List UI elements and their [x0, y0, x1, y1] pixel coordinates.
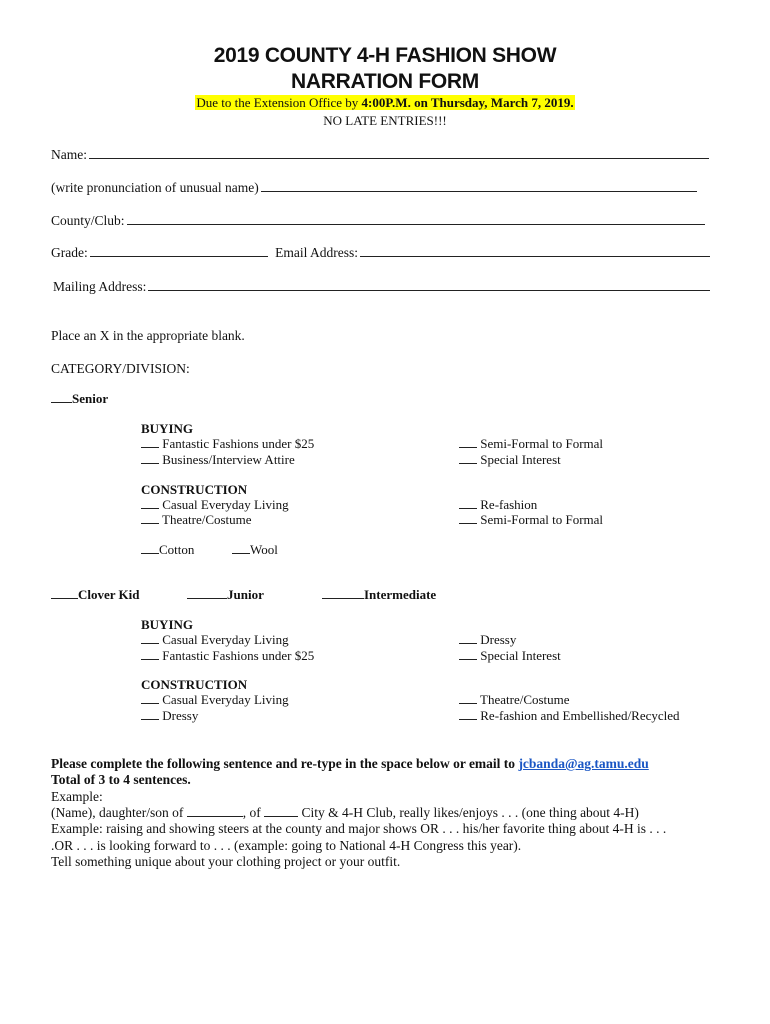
senior-buying-item: Business/Interview Attire	[141, 452, 295, 468]
fabric-cotton: Cotton	[141, 542, 194, 558]
younger-buying-heading: BUYING	[141, 617, 194, 632]
pronunciation-field[interactable]	[261, 180, 697, 192]
senior-construction-item: Re-fashion	[459, 497, 537, 513]
place-x-instruction: Place an X in the appropriate blank.	[51, 328, 245, 343]
senior-construction-heading: CONSTRUCTION	[141, 482, 248, 497]
checkbox-blank[interactable]	[459, 649, 477, 660]
younger-buying-item: Dressy	[459, 632, 516, 648]
checkbox-blank[interactable]	[459, 693, 477, 704]
name-field[interactable]	[89, 147, 709, 159]
email-field[interactable]	[360, 245, 710, 257]
checkbox-blank[interactable]	[141, 437, 159, 448]
due-prefix: Due to the Extension Office by	[196, 95, 362, 110]
name-row	[51, 147, 709, 163]
complete-sentence-instruction	[51, 756, 649, 772]
example-line-3: .OR . . . is looking forward to . . . (example: going to National 4-H Congress this year).	[51, 838, 522, 853]
checkbox-blank[interactable]	[141, 453, 159, 464]
mailing-row	[53, 279, 710, 295]
pronunciation-label: (write pronunciation of unusual name)	[51, 180, 259, 195]
grade-field[interactable]	[90, 245, 268, 257]
senior-division	[51, 391, 108, 407]
senior-construction-item: Semi-Formal to Formal	[459, 512, 603, 528]
intermediate-division: Intermediate	[322, 587, 436, 603]
senior-construction-item: Theatre/Costume	[141, 512, 252, 528]
younger-construction-item: Casual Everyday Living	[141, 692, 289, 708]
checkbox-blank[interactable]	[141, 693, 159, 704]
name-label: Name:	[51, 147, 87, 162]
younger-buying-item: Fantastic Fashions under $25	[141, 648, 314, 664]
form-title-line2: NARRATION FORM	[291, 70, 479, 93]
total-sentences: Total of 3 to 4 sentences.	[51, 772, 191, 787]
checkbox-blank[interactable]	[141, 709, 159, 720]
senior-construction-item: Casual Everyday Living	[141, 497, 289, 513]
checkbox-blank[interactable]	[322, 588, 364, 599]
checkbox-blank[interactable]	[141, 543, 159, 554]
checkbox-blank[interactable]	[459, 498, 477, 509]
example-line-1: (Name), daughter/son of , of City & 4-H Club, really likes/enjoys . . . (one thing about 4-H)	[51, 805, 639, 820]
senior-buying-heading: BUYING	[141, 421, 194, 436]
blank-line	[264, 806, 298, 817]
blank-line	[187, 806, 243, 817]
checkbox-blank[interactable]	[232, 543, 250, 554]
checkbox-blank[interactable]	[141, 633, 159, 644]
checkbox-blank[interactable]	[459, 437, 477, 448]
younger-construction-item: Theatre/Costume	[459, 692, 570, 708]
mailing-field[interactable]	[148, 279, 710, 291]
example-label: Example:	[51, 789, 103, 804]
county-club-label: County/Club:	[51, 213, 125, 228]
junior-division: Junior	[187, 587, 264, 603]
complete-text: Please complete the following sentence and re-type in the space below or email to	[51, 756, 519, 771]
county-club-field[interactable]	[127, 213, 705, 225]
checkbox-blank[interactable]	[141, 498, 159, 509]
clover-kid-division: Clover Kid	[51, 587, 140, 603]
due-date: 4:00P.M. on Thursday, March 7, 2019.	[361, 95, 574, 110]
younger-buying-item: Special Interest	[459, 648, 561, 664]
due-notice	[0, 95, 770, 111]
younger-buying-item: Casual Everyday Living	[141, 632, 289, 648]
no-late-notice: NO LATE ENTRIES!!!	[323, 113, 447, 128]
pronunciation-row	[51, 180, 697, 196]
example-line-4: Tell something unique about your clothing project or your outfit.	[51, 854, 401, 869]
grade-email-row	[51, 245, 710, 261]
younger-construction-item: Re-fashion and Embellished/Recycled	[459, 708, 680, 724]
fabric-wool: Wool	[232, 542, 278, 558]
mailing-label: Mailing Address:	[53, 279, 147, 294]
younger-construction-item: Dressy	[141, 708, 198, 724]
senior-buying-item: Fantastic Fashions under $25	[141, 436, 314, 452]
county-club-row	[51, 213, 705, 229]
checkbox-blank[interactable]	[51, 588, 78, 599]
checkbox-blank[interactable]	[459, 453, 477, 464]
email-label: Email Address:	[275, 245, 358, 260]
category-heading: CATEGORY/DIVISION:	[51, 361, 190, 376]
senior-buying-item: Semi-Formal to Formal	[459, 436, 603, 452]
grade-label: Grade:	[51, 245, 88, 260]
senior-blank[interactable]	[51, 392, 72, 403]
checkbox-blank[interactable]	[459, 633, 477, 644]
younger-construction-heading: CONSTRUCTION	[141, 677, 248, 692]
form-title-line1: 2019 COUNTY 4-H FASHION SHOW	[213, 44, 557, 67]
email-link[interactable]: jcbanda@ag.tamu.edu	[518, 756, 649, 771]
senior-label: Senior	[72, 391, 109, 406]
checkbox-blank[interactable]	[459, 513, 477, 524]
checkbox-blank[interactable]	[141, 513, 159, 524]
senior-buying-item: Special Interest	[459, 452, 561, 468]
checkbox-blank[interactable]	[187, 588, 227, 599]
example-line-2: Example: raising and showing steers at the county and major shows OR . . . his/her favorite thing about 4-H is . . .	[51, 821, 667, 836]
checkbox-blank[interactable]	[141, 649, 159, 660]
checkbox-blank[interactable]	[459, 709, 477, 720]
